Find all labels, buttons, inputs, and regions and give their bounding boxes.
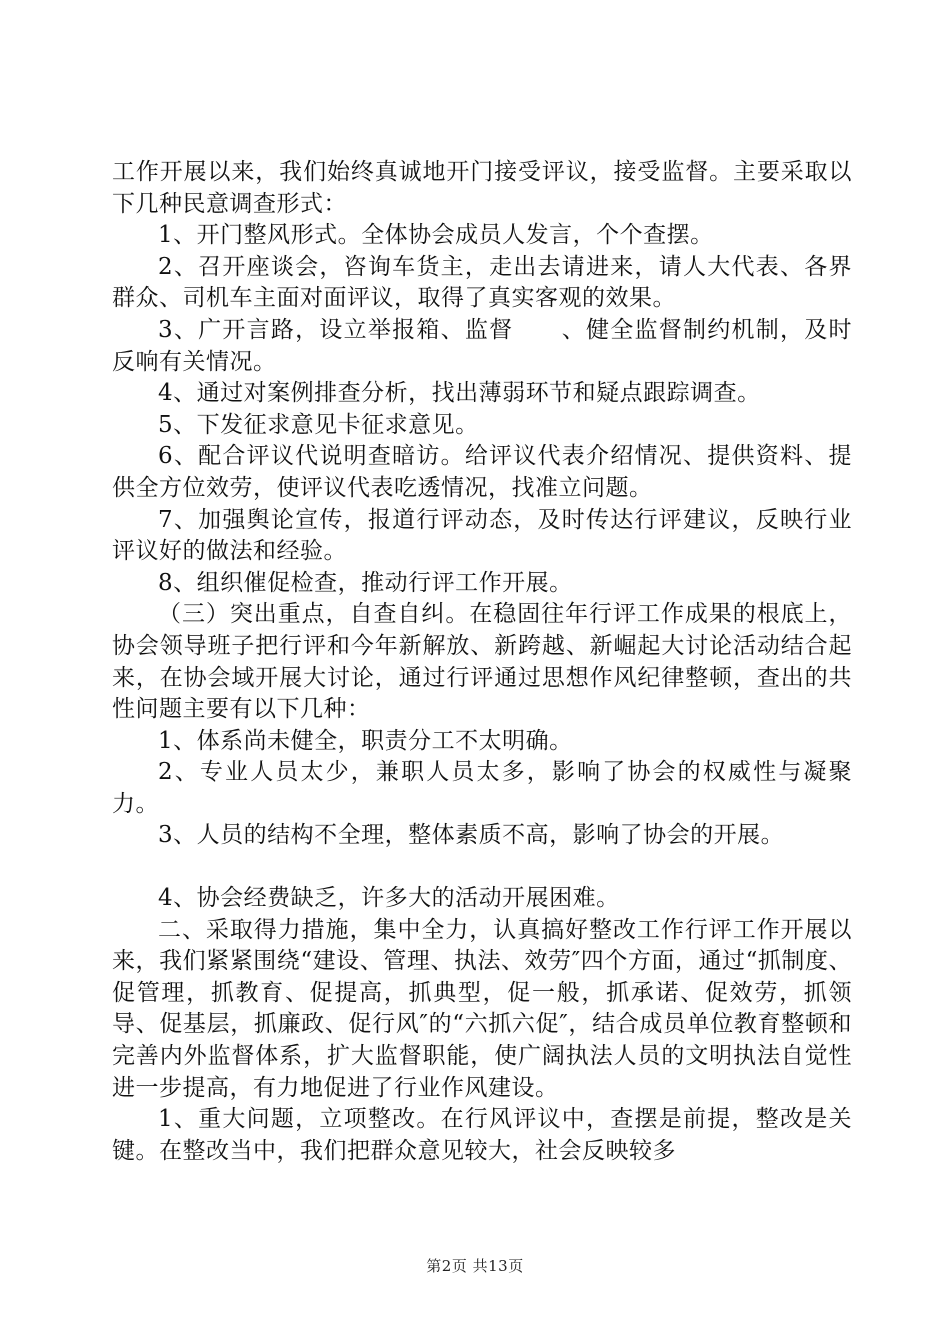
paragraph-section-3: （三）突出重点，自查自纠。在稳固往年行评工作成果的根底上，协会领导班子把行评和今年新解放、新跨越、新崛起大讨论活动结合起来，在协会域开展大讨论，通过行评通过思想作风纪律整顿，查出的共性问题主要有以下几种：: [112, 601, 852, 723]
paragraph-issue-4: 4、协会经费缺乏，许多大的活动开展困难。: [158, 885, 620, 912]
blank-line: [112, 852, 852, 883]
paragraph-issue-1: 1、体系尚未健全，职责分工不太明确。: [158, 727, 573, 754]
paragraph-item-2: 2、召开座谈会，咨询车货主，走出去请进来，请人大代表、各界群众、司机车主面对面评议，取得了真实客观的效果。: [112, 253, 852, 312]
paragraph-item-5: 5、下发征求意见卡征求意见。: [158, 411, 479, 438]
paragraph-item-1: 1、开门整风形式。全体协会成员人发言，个个查摆。: [158, 222, 714, 249]
paragraph-measure-1: 1、重大问题，立项整改。在行风评议中，查摆是前提，整改是关键。在整改当中，我们把群众意见较大，社会反映较多: [112, 1106, 852, 1164]
paragraph-item-7: 7、加强舆论宣传，报道行评动态，及时传达行评建议，反映行业评议好的做法和经验。: [112, 506, 852, 565]
paragraph-item-6: 6、配合评议代说明查暗访。给评议代表介绍情况、提供资料、提供全方位效劳，使评议代表吃透情况，找准立问题。: [112, 443, 852, 501]
paragraph-item-3: 3、广开言路，设立举报箱、监督 、健全监督制约机制，及时反响有关情况。: [112, 316, 852, 375]
document-body: [112, 157, 852, 1167]
paragraph-issue-2: 2、专业人员太少，兼职人员太多，影响了协会的权威性与凝聚力。: [112, 759, 852, 817]
paragraph-section-2: 二、采取得力措施，集中全力，认真搞好整改工作行评工作开展以来，我们紧紧围绕“建设、管理、执法、效劳″四个方面，通过“抓制度、促管理，抓教育、促提高，抓典型，促一般，抓承诺、促效劳，抓领导、促基层，抓廉政、促行风″的“六抓六促″，结合成员单位教育整顿和完善内外监督体系，扩大监督职能，使广阔执法人员的文明执法自觉性进一步提高，有力地促进了行业作风建设。: [112, 916, 852, 1101]
paragraph-item-8: 8、组织催促检查，推动行评工作开展。: [158, 569, 573, 596]
paragraph-intro: 工作开展以来，我们始终真诚地开门接受评议，接受监督。主要采取以下几种民意调查形式：: [112, 159, 852, 217]
page-number-footer: 第2页 共13页: [426, 1257, 524, 1275]
paragraph-item-4: 4、通过对案例排查分析，找出薄弱环节和疑点跟踪调查。: [158, 380, 761, 407]
paragraph-issue-3: 3、人员的结构不全理，整体素质不高，影响了协会的开展。: [158, 822, 785, 849]
